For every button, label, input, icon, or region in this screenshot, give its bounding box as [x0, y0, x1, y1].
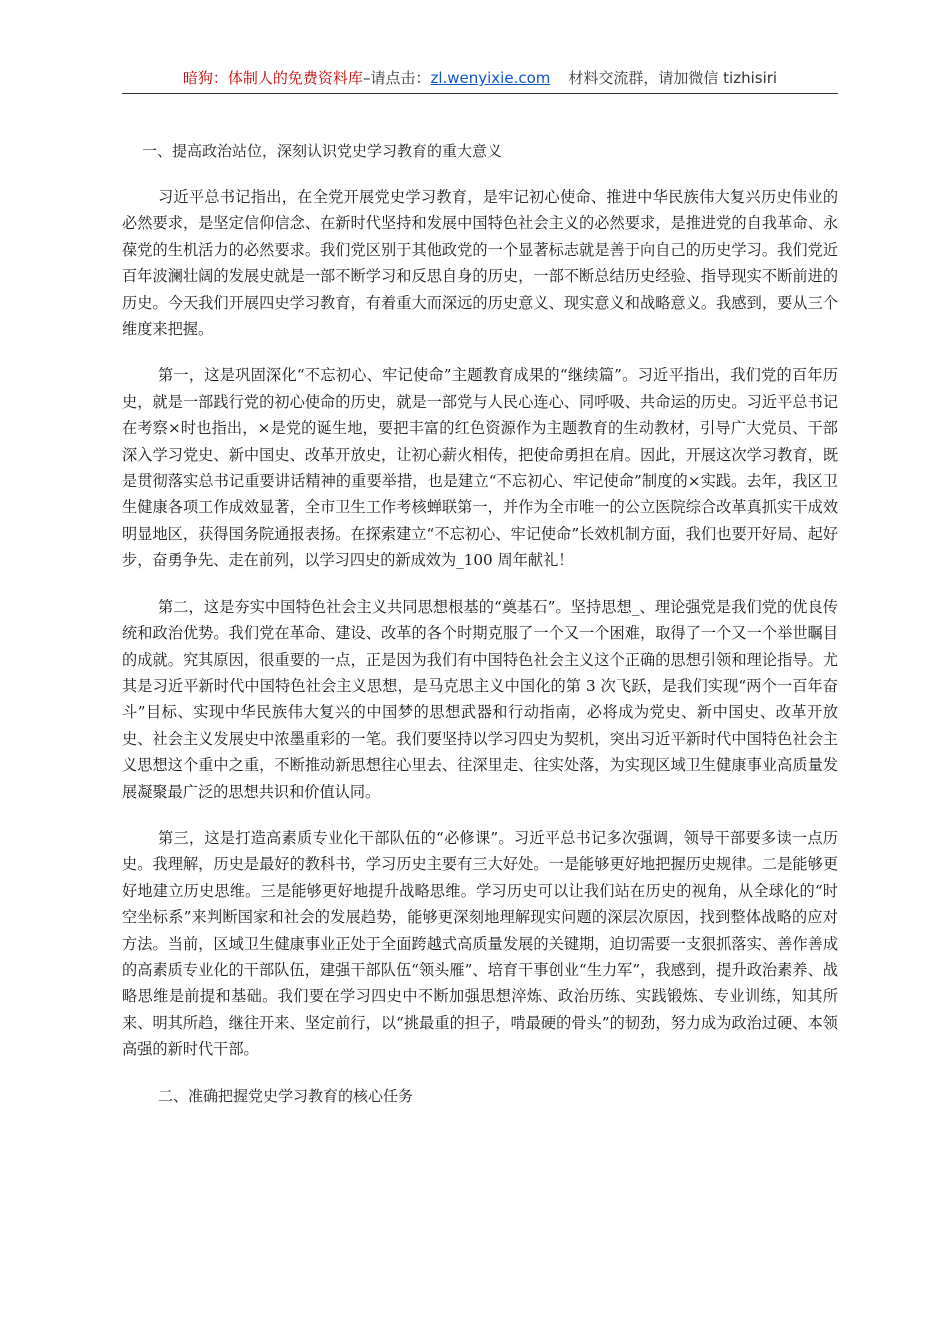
paragraph-intro: 习近平总书记指出，在全党开展党史学习教育，是牢记初心使命、推进中华民族伟大复兴历史伟业的必然要求，是坚定信仰信念、在新时代坚持和发展中国特色社会主义的必然要求，是推进党的自我革命、永葆党的生机活力的必然要求。我们党区别于其他政党的一个显著标志就是善于向自己的历史学习。我们党近百年波澜壮阔的发展史就是一部不断学习和反思自身的历史，一部不断总结历史经验、指导现实不断前进的历史。今天我们开展四史学习教育，有着重大而深远的历史意义、现实意义和战略意义。我感到，要从三个维度来把握。 — [122, 188, 838, 339]
section-title-2: 二、准确把握党史学习教育的核心任务 — [158, 1086, 414, 1105]
section-title-1: 一、提高政治站位，深刻认识党史学习教育的重大意义 — [142, 142, 503, 160]
header-link[interactable]: zl.wenyixie.com — [430, 69, 551, 87]
header-brand: 暗狗：体制人的免费资料库 — [182, 69, 363, 87]
page-header — [122, 66, 838, 94]
paragraph-first-point: 第一，这是巩固深化“不忘初心、牢记使命”主题教育成果的“继续篇”。习近平指出，我们党的百年历史，就是一部践行党的初心使命的历史，就是一部党与人民心连心、同呼吸、共命运的历史。习近平总书记在考察×时也指出，×是党的诞生地，要把丰富的红色资源作为主题教育的生动教材，引导广大党员、干部深入学习党史、新中国史、改革开放史，让初心薪火相传，把使命勇担在肩。因此，开展这次学习教育，既是贯彻落实总书记重要讲话精神的重要举措，也是建立“不忘初心、牢记使命”制度的×实践。去年，我区卫生健康各项工作成效显著，全市卫生工作考核蝉联第一，并作为全市唯一的公立医院综合改革真抓实干成效明显地区，获得国务院通报表扬。在探索建立“不忘初心、牢记使命”长效机制方面，我们也要开好局、起好步，奋勇争先、走在前列，以学习四史的新成效为_100 周年献礼！ — [122, 366, 838, 570]
paragraph-third-point: 第三，这是打造高素质专业化干部队伍的“必修课”。习近平总书记多次强调，领导干部要多读一点历史。我理解，历史是最好的教科书，学习历史主要有三大好处。一是能够更好地把握历史规律。二是能够更好地建立历史思维。三是能够更好地提升战略思维。学习历史可以让我们站在历史的视角，从全球化的“时空坐标系”来判断国家和社会的发展趋势，能够更深刻地理解现实问题的深层次原因，找到整体战略的应对方法。当前，区域卫生健康事业正处于全面跨越式高质量发展的关键期，迫切需要一支狠抓落实、善作善成的高素质专业化的干部队伍，建强干部队伍“领头雁”、培育干事创业“生力军”，我感到，提升政治素养、战略思维是前提和基础。我们要在学习四史中不断加强思想淬炼、政治历练、实践锻炼、专业训练，知其所来、明其所趋，继往开来、坚定前行，以“挑最重的担子，啃最硬的骨头”的韧劲，努力成为政治过硬、本领高强的新时代干部。 — [122, 828, 838, 1059]
header-prompt: –请点击： — [362, 69, 431, 87]
header-contact: 材料交流群，请加微信 tizhisiri — [568, 69, 778, 87]
paragraph-second-point: 第二，这是夯实中国特色社会主义共同思想根基的“奠基石”。坚持思想_、理论强党是我们党的优良传统和政治优势。我们党在革命、建设、改革的各个时期克服了一个又一个困难，取得了一个又一个举世瞩目的成就。究其原因，很重要的一点，正是因为我们有中国特色社会主义这个正确的思想引领和理论指导。尤其是习近平新时代中国特色社会主义思想，是马克思主义中国化的第 3 次飞跃，是我们实现“两个一百年奋斗”目标、实现中华民族伟大复兴的中国梦的思想武器和行动指南，必将成为党史、新中国史、改革开放史、社会主义发展史中浓墨重彩的一笔。我们要坚持以学习四史为契机，突出习近平新时代中国特色社会主义思想这个重中之重，不断推动新思想往心里去、往深里走、往实处落，为实现区域卫生健康事业高质量发展凝聚最广泛的思想共识和价值认同。 — [122, 597, 838, 801]
document-body — [122, 138, 838, 1129]
